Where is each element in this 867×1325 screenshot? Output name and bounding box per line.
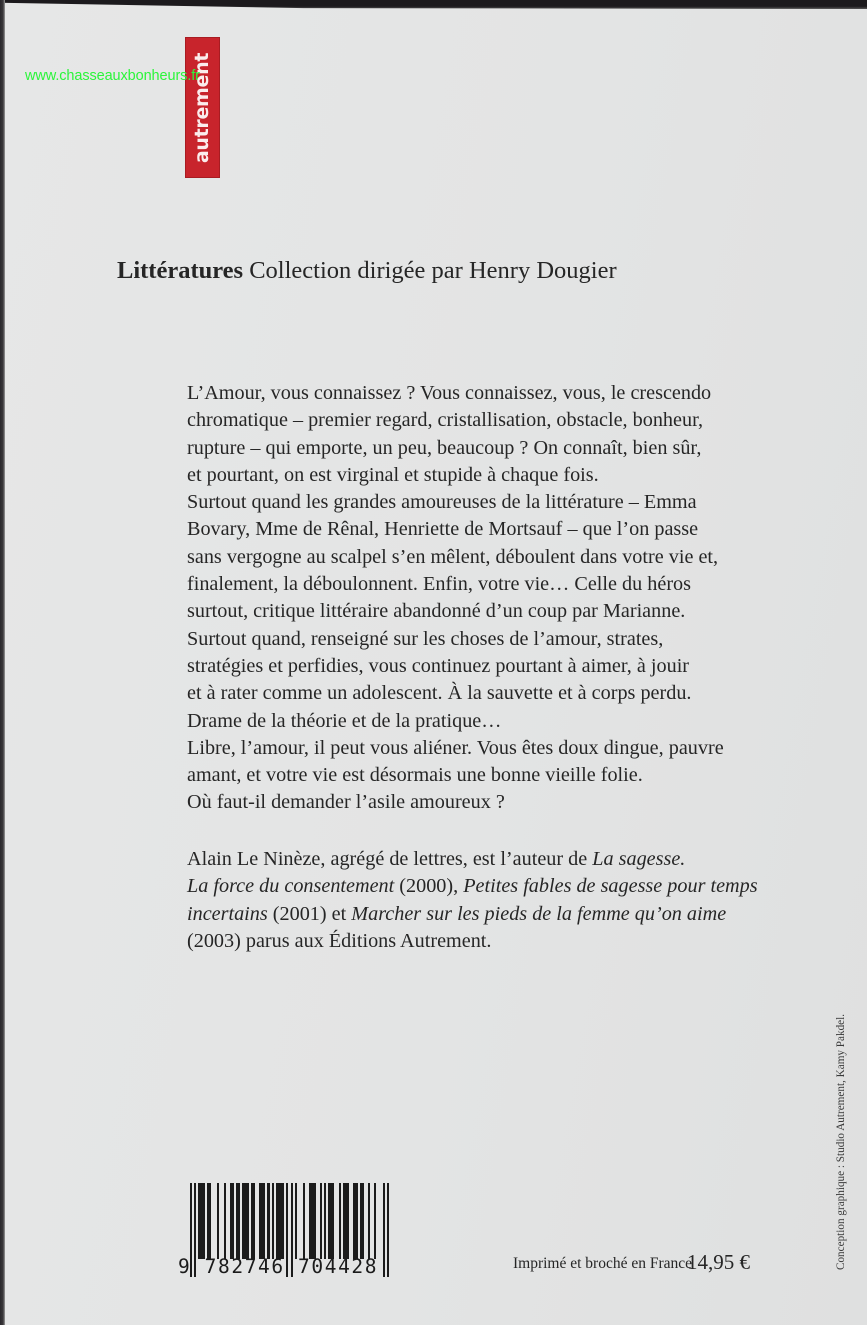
- barcode-bars: [190, 1183, 390, 1259]
- watermark-url: www.chasseauxbonheurs.fr: [25, 68, 200, 84]
- blurb-line: amant, et votre vie est désormais une bonne vieille folie.: [187, 764, 643, 787]
- bio-text: (2001) et: [267, 902, 352, 925]
- blurb-line: Surtout quand les grandes amoureuses de la littérature – Emma: [187, 491, 697, 514]
- barcode-bar: [387, 1183, 389, 1277]
- collection-label: Littératures: [117, 257, 244, 284]
- design-credit: Conception graphique : Studio Autrement, Kamy Pakdel.: [835, 1013, 847, 1270]
- bio-text: Alain Le Ninèze, agrégé de lettres, est l’auteur de: [187, 848, 593, 870]
- publisher-logo: [185, 37, 220, 178]
- blurb-line: Où faut-il demander l’asile amoureux ?: [187, 791, 505, 814]
- blurb-line: sans vergogne au scalpel s’en mêlent, déboulent dans votre vie et,: [187, 545, 719, 568]
- blurb-line: Surtout quand, renseigné sur les choses de l’amour, strates,: [187, 627, 664, 650]
- price-label: 14,95 €: [687, 1250, 750, 1274]
- book-title: incertains: [187, 902, 268, 925]
- book-title: Marcher sur les pieds de la femme qu’on aime: [351, 902, 727, 925]
- book-title: La sagesse.: [592, 848, 686, 870]
- book-title: Petites fables de sagesse pour temps: [463, 875, 758, 898]
- blurb-line: surtout, critique littéraire abandonné d’un coup par Marianne.: [187, 600, 686, 623]
- blurb-line: Bovary, Mme de Rênal, Henriette de Mortsauf – que l’on passe: [187, 518, 699, 541]
- blurb-line: stratégies et perfidies, vous continuez pourtant à aimer, à jouir: [187, 654, 690, 677]
- isbn-digits: 9 782746 704428: [178, 1255, 379, 1278]
- blurb-text: [187, 380, 827, 817]
- bio-text: (2000),: [394, 875, 464, 898]
- book-title: La force du consentement: [187, 875, 395, 898]
- bio-line: (2003) parus aux Éditions Autrement.: [187, 929, 492, 952]
- blurb-line: et à rater comme un adolescent. À la sauvette et à corps perdu.: [187, 682, 692, 705]
- printed-in-label: Imprimé et broché en France: [513, 1255, 693, 1272]
- blurb-line: Drame de la théorie et de la pratique…: [187, 709, 502, 732]
- blurb-line: L’Amour, vous connaissez ? Vous connaissez, vous, le crescendo: [187, 382, 712, 404]
- collection-heading: [117, 257, 617, 285]
- isbn-barcode: [178, 1183, 403, 1283]
- blurb-line: et pourtant, on est virginal et stupide à chaque fois.: [187, 463, 599, 486]
- blurb-line: Libre, l’amour, il peut vous aliéner. Vous êtes doux dingue, pauvre: [187, 736, 724, 759]
- author-bio: [187, 846, 827, 955]
- bio-line: [187, 846, 827, 873]
- bio-line: [187, 873, 827, 900]
- blurb-line: finalement, la déboulonnent. Enfin, votre vie… Celle du héros: [187, 573, 691, 596]
- blurb-line: rupture – qui emporte, un peu, beaucoup ? On connaît, bien sûr,: [187, 436, 702, 459]
- collection-editor: Collection dirigée par Henry Dougier: [249, 257, 617, 284]
- publisher-logo-text: autrement: [191, 52, 214, 163]
- bio-line: [187, 901, 827, 928]
- scan-left-edge: [0, 0, 5, 1325]
- blurb-line: chromatique – premier regard, cristallisation, obstacle, bonheur,: [187, 409, 704, 432]
